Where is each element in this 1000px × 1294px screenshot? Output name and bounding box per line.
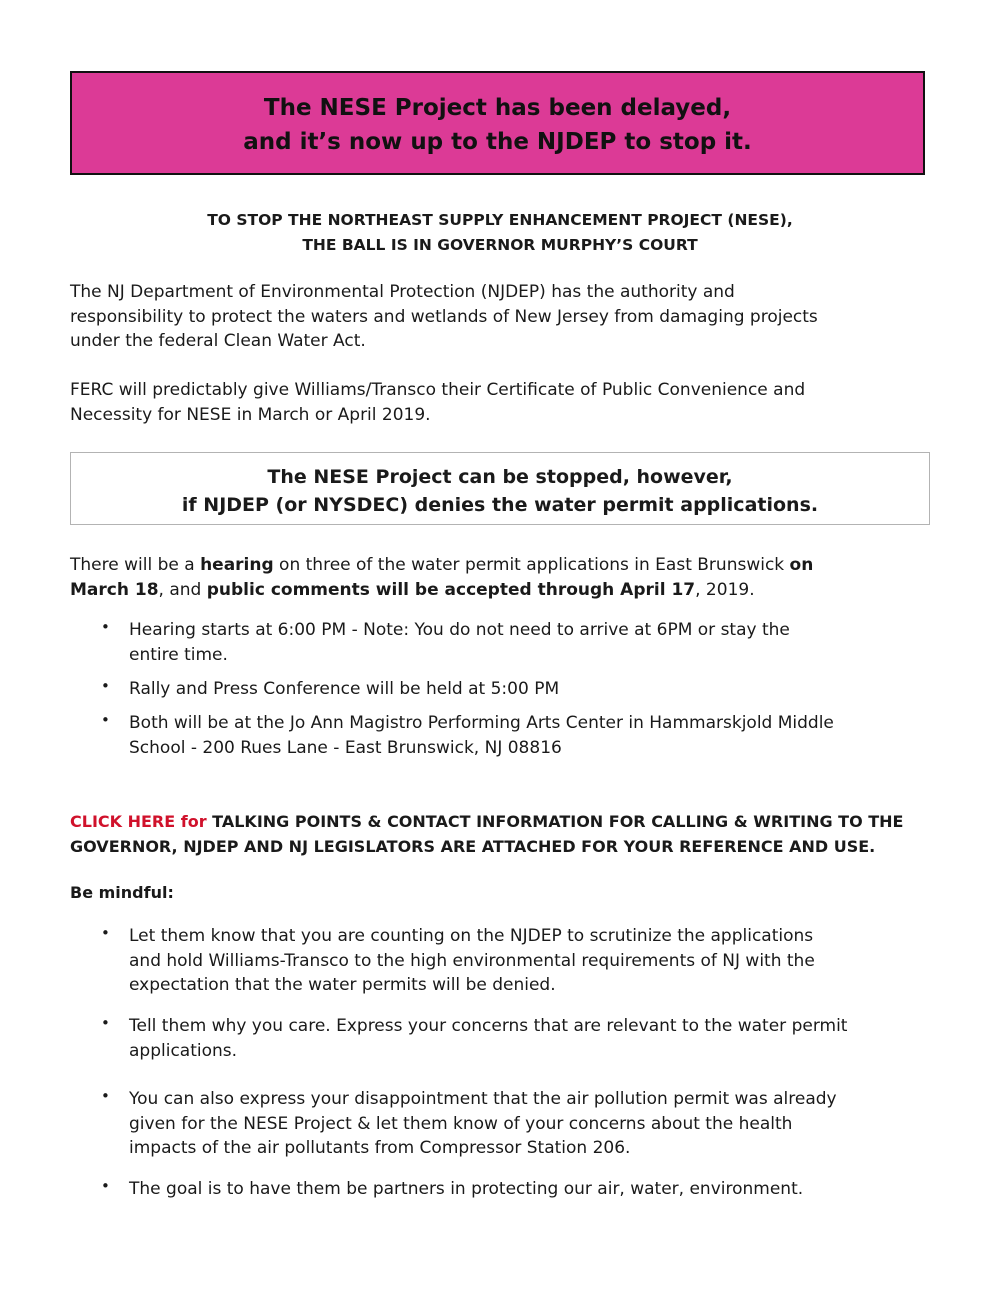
banner-line-2: and it’s now up to the NJDEP to stop it. — [243, 129, 752, 155]
callout-box — [70, 452, 930, 525]
be-mindful-heading: Be mindful: — [70, 883, 174, 902]
callout-line-2: if NJDEP (or NYSDEC) denies the water permit applications. — [181, 494, 819, 516]
text-line: The NJ Department of Environmental Protection (NJDEP) has the authority and — [70, 282, 735, 302]
banner-line-1: The NESE Project has been delayed, — [263, 95, 732, 121]
intro-paragraph-1 — [70, 280, 930, 354]
hearing-paragraph — [70, 553, 930, 602]
bullet-icon: • — [101, 924, 110, 942]
subheading — [70, 208, 930, 258]
bullet-icon: • — [101, 1087, 110, 1105]
bullet-icon: • — [101, 1177, 110, 1195]
talking-points-notice — [70, 810, 940, 859]
text-line: Both will be at the Jo Ann Magistro Performing Arts Center in Hammarskjold Middle — [129, 713, 834, 733]
bold-text: public comments will be accepted through April 17 — [206, 579, 696, 600]
intro-paragraph-2 — [70, 378, 930, 427]
text-line: School - 200 Rues Lane - East Brunswick, NJ 08816 — [129, 737, 562, 758]
list-item — [70, 1177, 803, 1202]
list-item — [70, 924, 815, 998]
text-line: under the federal Clean Water Act. — [70, 331, 366, 351]
text: on three of the water permit applications in East Brunswick — [273, 555, 790, 575]
list-item — [70, 618, 790, 667]
bullet-icon: • — [101, 1014, 110, 1032]
bullet-icon: • — [101, 618, 110, 636]
click-here-link[interactable]: CLICK HERE for — [70, 812, 207, 831]
text: , and — [158, 579, 207, 600]
bullet-icon: • — [101, 677, 110, 695]
text-line: expectation that the water permits will be denied. — [129, 975, 556, 995]
callout-line-1: The NESE Project can be stopped, however, — [267, 466, 733, 488]
list-item — [70, 711, 834, 760]
headline-banner — [70, 71, 925, 175]
text-line: and hold Williams-Transco to the high environmental requirements of NJ with the — [129, 950, 815, 971]
list-item — [70, 1087, 837, 1161]
text-line: GOVERNOR, NJDEP AND NJ LEGISLATORS ARE ATTACHED FOR YOUR REFERENCE AND USE. — [70, 836, 876, 856]
list-item — [70, 1014, 847, 1063]
text-line: The goal is to have them be partners in protecting our air, water, environment. — [129, 1179, 804, 1199]
text: There will be a — [70, 555, 201, 575]
bullet-icon: • — [101, 711, 110, 729]
text-line: entire time. — [129, 644, 228, 665]
text: TALKING POINTS & CONTACT INFORMATION FOR CALLING & WRITING TO THE — [206, 812, 904, 831]
text-line: Let them know that you are counting on the NJDEP to scrutinize the applications — [129, 926, 814, 946]
bold-text: hearing — [200, 555, 274, 575]
text-line: Rally and Press Conference will be held at 5:00 PM — [129, 679, 560, 699]
bold-text: March 18 — [70, 579, 159, 600]
text-line: FERC will predictably give Williams/Transco their Certificate of Public Convenience and — [70, 380, 806, 400]
text-line: impacts of the air pollutants from Compressor Station 206. — [129, 1138, 631, 1158]
text-line: applications. — [129, 1040, 238, 1061]
text-line: Necessity for NESE in March or April 2019. — [70, 404, 431, 425]
subheading-line-1: TO STOP THE NORTHEAST SUPPLY ENHANCEMENT PROJECT (NESE), — [207, 211, 793, 229]
text-line: You can also express your disappointment that the air pollution permit was already — [129, 1089, 837, 1109]
text-line — [70, 578, 930, 603]
text-line — [70, 553, 930, 578]
text-line: Hearing starts at 6:00 PM - Note: You do not need to arrive at 6PM or stay the — [129, 620, 790, 640]
text-line: Tell them why you care. Express your concerns that are relevant to the water permit — [129, 1016, 848, 1036]
bold-text: on — [789, 555, 814, 575]
text-line — [70, 810, 940, 835]
list-item — [70, 677, 559, 702]
text-line: responsibility to protect the waters and wetlands of New Jersey from damaging projects — [70, 306, 818, 327]
subheading-line-2: THE BALL IS IN GOVERNOR MURPHY’S COURT — [302, 236, 698, 254]
text-line: given for the NESE Project & let them know of your concerns about the health — [129, 1113, 793, 1134]
text: , 2019. — [695, 579, 755, 600]
